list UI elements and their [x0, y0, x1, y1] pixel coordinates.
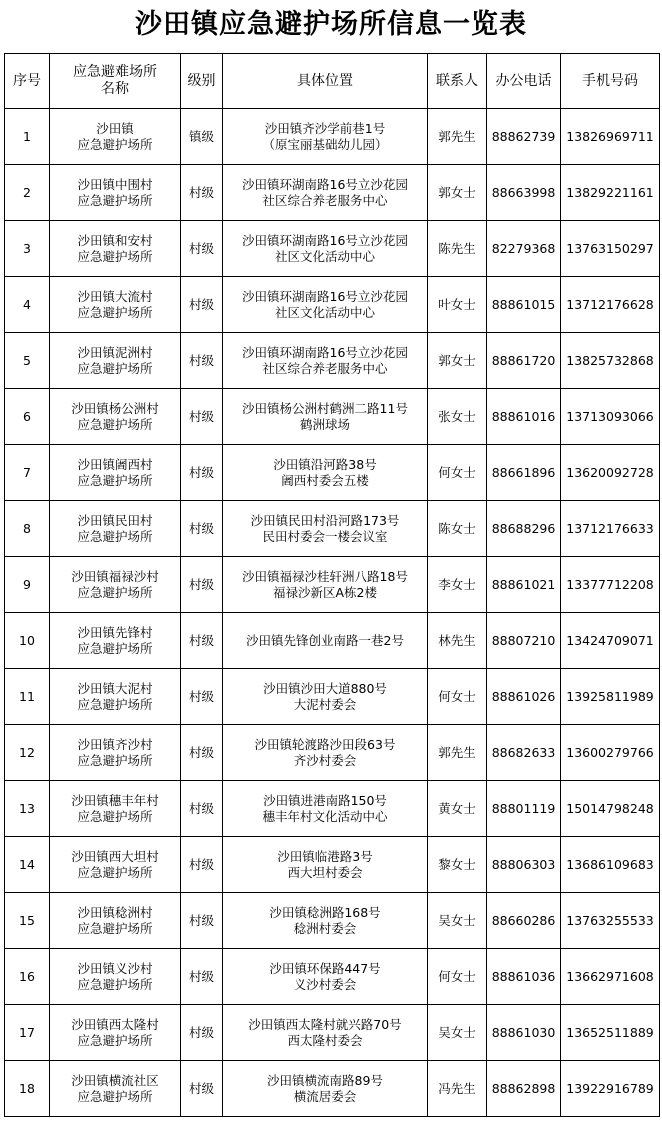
table-row — [5, 725, 660, 781]
header-name: 应急避难场所 名称 — [50, 54, 181, 109]
table-body — [5, 109, 660, 1117]
cell-level: 村级 — [181, 277, 223, 333]
cell-level: 村级 — [181, 893, 223, 949]
cell-location: 沙田镇齐沙学前巷1号 （原宝丽基础幼儿园） — [223, 109, 428, 165]
cell-level: 村级 — [181, 501, 223, 557]
cell-index: 17 — [5, 1005, 50, 1061]
cell-index: 18 — [5, 1061, 50, 1117]
cell-level: 村级 — [181, 725, 223, 781]
cell-office-phone: 82279368 — [487, 221, 561, 277]
cell-index: 5 — [5, 333, 50, 389]
cell-index: 7 — [5, 445, 50, 501]
cell-mobile: 13763255533 — [561, 893, 660, 949]
table-row — [5, 893, 660, 949]
table-row — [5, 781, 660, 837]
cell-shelter-name: 沙田镇民田村 应急避护场所 — [50, 501, 181, 557]
cell-index: 11 — [5, 669, 50, 725]
cell-level: 村级 — [181, 837, 223, 893]
cell-shelter-name: 沙田镇阇西村 应急避护场所 — [50, 445, 181, 501]
cell-contact: 陈女士 — [428, 501, 487, 557]
cell-shelter-name: 沙田镇杨公洲村 应急避护场所 — [50, 389, 181, 445]
cell-index: 13 — [5, 781, 50, 837]
table-row — [5, 501, 660, 557]
header-contact: 联系人 — [428, 54, 487, 109]
table-row — [5, 389, 660, 445]
cell-level: 村级 — [181, 613, 223, 669]
cell-index: 2 — [5, 165, 50, 221]
cell-location: 沙田镇稔洲路168号 稔洲村委会 — [223, 893, 428, 949]
cell-office-phone: 88801119 — [487, 781, 561, 837]
table-row — [5, 165, 660, 221]
cell-mobile: 15014798248 — [561, 781, 660, 837]
cell-contact: 郭女士 — [428, 165, 487, 221]
cell-office-phone: 88861016 — [487, 389, 561, 445]
cell-shelter-name: 沙田镇横流社区 应急避护场所 — [50, 1061, 181, 1117]
cell-shelter-name: 沙田镇大泥村 应急避护场所 — [50, 669, 181, 725]
table-row — [5, 277, 660, 333]
cell-office-phone: 88861021 — [487, 557, 561, 613]
cell-office-phone: 88861030 — [487, 1005, 561, 1061]
cell-location: 沙田镇环湖南路16号立沙花园 社区综合养老服务中心 — [223, 165, 428, 221]
cell-location: 沙田镇西太隆村就兴路70号 西太隆村委会 — [223, 1005, 428, 1061]
cell-mobile: 13826969711 — [561, 109, 660, 165]
cell-location: 沙田镇福禄沙桂轩洲八路18号 福禄沙新区A栋2楼 — [223, 557, 428, 613]
cell-location: 沙田镇杨公洲村鹤洲二路11号 鹤洲球场 — [223, 389, 428, 445]
cell-mobile: 13712176628 — [561, 277, 660, 333]
cell-contact: 陈先生 — [428, 221, 487, 277]
cell-index: 10 — [5, 613, 50, 669]
header-office-phone: 办公电话 — [487, 54, 561, 109]
cell-mobile: 13712176633 — [561, 501, 660, 557]
cell-level: 村级 — [181, 445, 223, 501]
table-row — [5, 109, 660, 165]
cell-location: 沙田镇环湖南路16号立沙花园 社区文化活动中心 — [223, 221, 428, 277]
cell-level: 村级 — [181, 221, 223, 277]
cell-index: 16 — [5, 949, 50, 1005]
cell-office-phone: 88861026 — [487, 669, 561, 725]
cell-index: 8 — [5, 501, 50, 557]
cell-office-phone: 88806303 — [487, 837, 561, 893]
cell-mobile: 13763150297 — [561, 221, 660, 277]
table-row — [5, 613, 660, 669]
cell-contact: 郭先生 — [428, 109, 487, 165]
cell-index: 3 — [5, 221, 50, 277]
cell-mobile: 13620092728 — [561, 445, 660, 501]
cell-location: 沙田镇环湖南路16号立沙花园 社区综合养老服务中心 — [223, 333, 428, 389]
table-row — [5, 445, 660, 501]
cell-location: 沙田镇先锋创业南路一巷2号 — [223, 613, 428, 669]
table-row — [5, 837, 660, 893]
table-row — [5, 949, 660, 1005]
cell-office-phone: 88861036 — [487, 949, 561, 1005]
cell-shelter-name: 沙田镇先锋村 应急避护场所 — [50, 613, 181, 669]
cell-level: 村级 — [181, 389, 223, 445]
cell-level: 村级 — [181, 781, 223, 837]
cell-level: 镇级 — [181, 109, 223, 165]
cell-level: 村级 — [181, 557, 223, 613]
shelter-table — [4, 53, 660, 1117]
cell-mobile: 13713093066 — [561, 389, 660, 445]
cell-contact: 林先生 — [428, 613, 487, 669]
cell-contact: 冯先生 — [428, 1061, 487, 1117]
cell-level: 村级 — [181, 949, 223, 1005]
cell-location: 沙田镇轮渡路沙田段63号 齐沙村委会 — [223, 725, 428, 781]
cell-office-phone: 88661896 — [487, 445, 561, 501]
cell-shelter-name: 沙田镇西太隆村 应急避护场所 — [50, 1005, 181, 1061]
cell-mobile: 13686109683 — [561, 837, 660, 893]
cell-mobile: 13424709071 — [561, 613, 660, 669]
cell-mobile: 13377712208 — [561, 557, 660, 613]
cell-contact: 何女士 — [428, 445, 487, 501]
cell-office-phone: 88862898 — [487, 1061, 561, 1117]
cell-location: 沙田镇临港路3号 西大坦村委会 — [223, 837, 428, 893]
cell-index: 4 — [5, 277, 50, 333]
cell-shelter-name: 沙田镇和安村 应急避护场所 — [50, 221, 181, 277]
cell-location: 沙田镇环保路447号 义沙村委会 — [223, 949, 428, 1005]
cell-location: 沙田镇沙田大道880号 大泥村委会 — [223, 669, 428, 725]
cell-mobile: 13829221161 — [561, 165, 660, 221]
cell-office-phone: 88807210 — [487, 613, 561, 669]
header-level: 级别 — [181, 54, 223, 109]
cell-shelter-name: 沙田镇福禄沙村 应急避护场所 — [50, 557, 181, 613]
cell-office-phone: 88862739 — [487, 109, 561, 165]
cell-location: 沙田镇横流南路89号 横流居委会 — [223, 1061, 428, 1117]
cell-shelter-name: 沙田镇泥洲村 应急避护场所 — [50, 333, 181, 389]
header-index: 序号 — [5, 54, 50, 109]
cell-index: 6 — [5, 389, 50, 445]
cell-office-phone: 88861720 — [487, 333, 561, 389]
cell-contact: 李女士 — [428, 557, 487, 613]
cell-shelter-name: 沙田镇西大坦村 应急避护场所 — [50, 837, 181, 893]
cell-level: 村级 — [181, 333, 223, 389]
cell-office-phone: 88861015 — [487, 277, 561, 333]
cell-location: 沙田镇民田村沿河路173号 民田村委会一楼会议室 — [223, 501, 428, 557]
cell-shelter-name: 沙田镇稔洲村 应急避护场所 — [50, 893, 181, 949]
cell-level: 村级 — [181, 165, 223, 221]
cell-mobile: 13925811989 — [561, 669, 660, 725]
cell-contact: 叶女士 — [428, 277, 487, 333]
cell-contact: 何女士 — [428, 669, 487, 725]
table-row — [5, 1005, 660, 1061]
cell-location: 沙田镇环湖南路16号立沙花园 社区文化活动中心 — [223, 277, 428, 333]
cell-mobile: 13600279766 — [561, 725, 660, 781]
cell-shelter-name: 沙田镇穗丰年村 应急避护场所 — [50, 781, 181, 837]
cell-location: 沙田镇进港南路150号 穗丰年村文化活动中心 — [223, 781, 428, 837]
cell-shelter-name: 沙田镇齐沙村 应急避护场所 — [50, 725, 181, 781]
cell-office-phone: 88688296 — [487, 501, 561, 557]
cell-index: 15 — [5, 893, 50, 949]
cell-mobile: 13922916789 — [561, 1061, 660, 1117]
cell-contact: 郭女士 — [428, 333, 487, 389]
cell-shelter-name: 沙田镇义沙村 应急避护场所 — [50, 949, 181, 1005]
table-row — [5, 669, 660, 725]
cell-contact: 吴女士 — [428, 893, 487, 949]
cell-level: 村级 — [181, 1061, 223, 1117]
cell-office-phone: 88682633 — [487, 725, 561, 781]
cell-shelter-name: 沙田镇中围村 应急避护场所 — [50, 165, 181, 221]
cell-contact: 郭先生 — [428, 725, 487, 781]
header-mobile: 手机号码 — [561, 54, 660, 109]
cell-contact: 黎女士 — [428, 837, 487, 893]
cell-shelter-name: 沙田镇 应急避护场所 — [50, 109, 181, 165]
table-row — [5, 1061, 660, 1117]
cell-shelter-name: 沙田镇大流村 应急避护场所 — [50, 277, 181, 333]
cell-contact: 何女士 — [428, 949, 487, 1005]
cell-office-phone: 88660286 — [487, 893, 561, 949]
header-location: 具体位置 — [223, 54, 428, 109]
cell-level: 村级 — [181, 1005, 223, 1061]
cell-contact: 黄女士 — [428, 781, 487, 837]
cell-contact: 吴女士 — [428, 1005, 487, 1061]
cell-index: 9 — [5, 557, 50, 613]
cell-location: 沙田镇沿河路38号 阇西村委会五楼 — [223, 445, 428, 501]
table-row — [5, 221, 660, 277]
table-row — [5, 557, 660, 613]
cell-level: 村级 — [181, 669, 223, 725]
cell-index: 14 — [5, 837, 50, 893]
cell-mobile: 13652511889 — [561, 1005, 660, 1061]
cell-index: 12 — [5, 725, 50, 781]
cell-contact: 张女士 — [428, 389, 487, 445]
table-header-row — [5, 54, 660, 109]
cell-office-phone: 88663998 — [487, 165, 561, 221]
table-row — [5, 333, 660, 389]
cell-mobile: 13825732868 — [561, 333, 660, 389]
page-title: 沙田镇应急避护场所信息一览表 — [135, 9, 527, 40]
cell-index: 1 — [5, 109, 50, 165]
cell-mobile: 13662971608 — [561, 949, 660, 1005]
